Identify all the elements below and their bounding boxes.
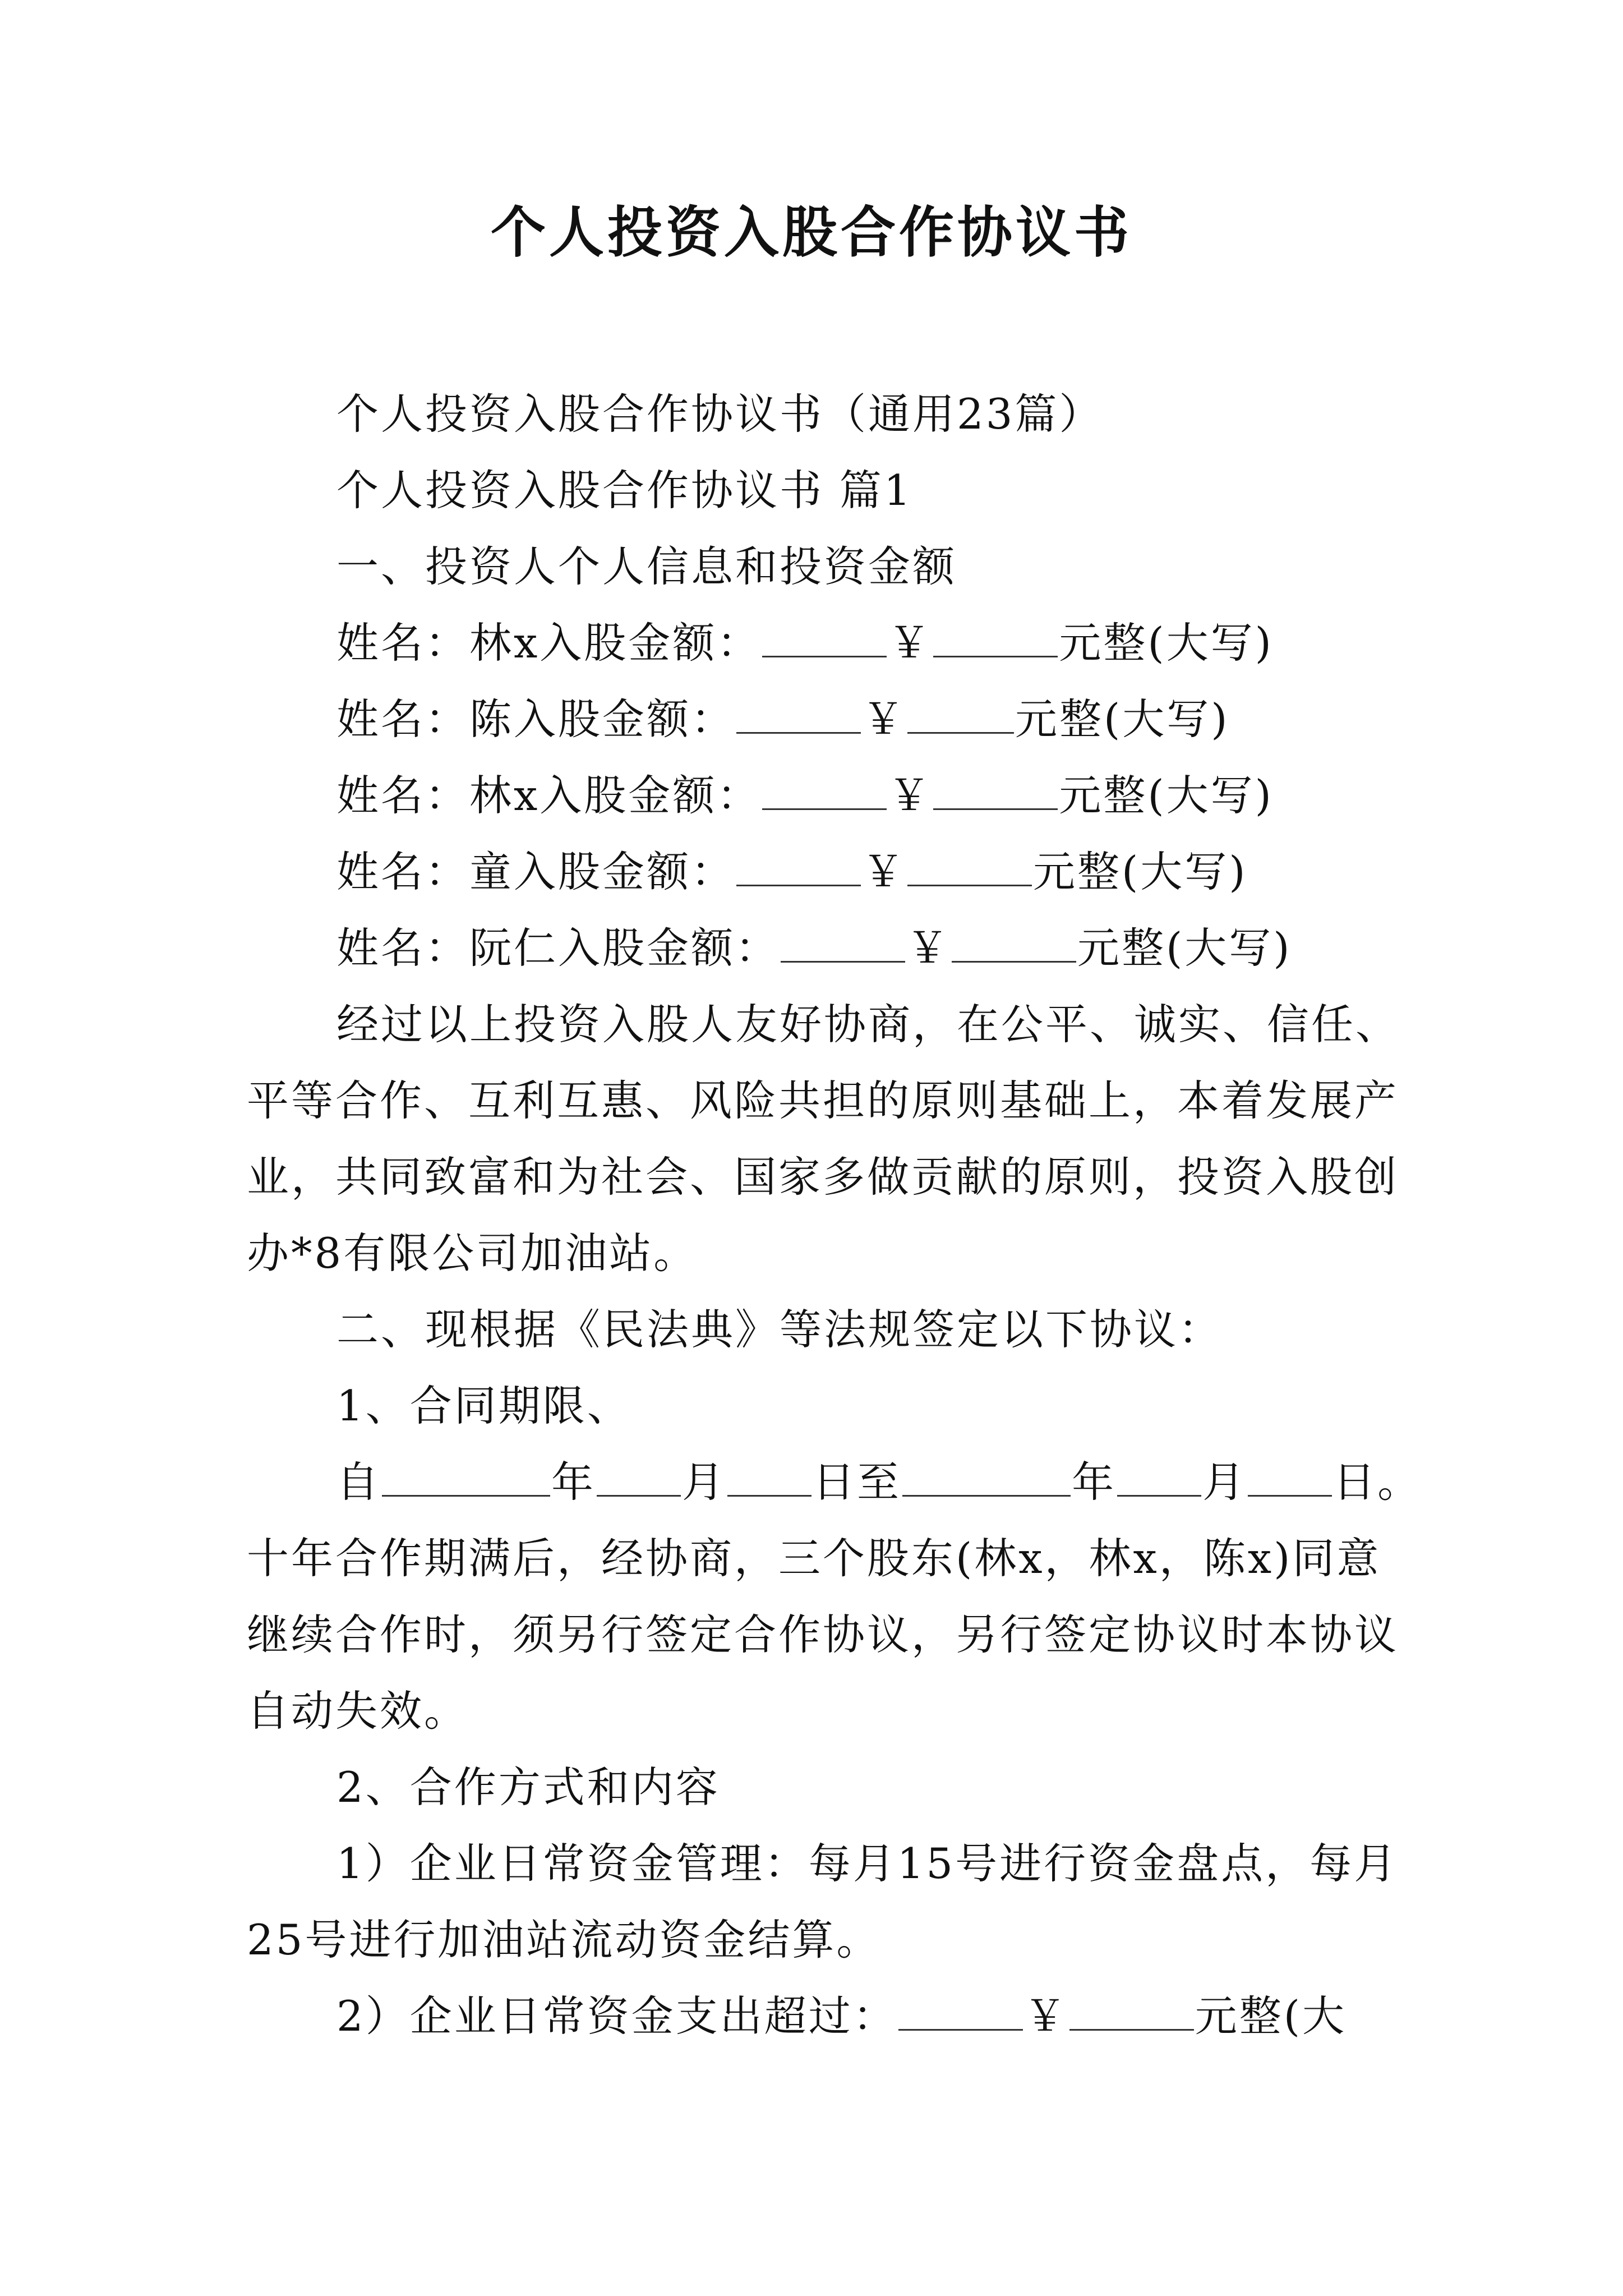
amount-blank (736, 695, 861, 734)
paragraph-line: 办*8有限公司加油站。 (247, 1228, 698, 1278)
day-to-label: 日至 (813, 1457, 902, 1507)
month-label: 月 (682, 1457, 727, 1507)
investor-line (336, 615, 1274, 671)
amount-unit-label: 元整(大 (1195, 1991, 1347, 2041)
month-blank (1117, 1458, 1201, 1497)
investor-line (336, 920, 1292, 976)
paragraph-line: 业，共同致富和为社会、国家多做贡献的原则，投资入股创 (247, 1152, 1399, 1202)
currency-symbol: ￥ (906, 923, 951, 973)
amount-blank (952, 924, 1076, 963)
investor-name-label: 姓名：陈入股金额： (336, 694, 736, 744)
amount-blank (907, 848, 1032, 886)
year-label: 年 (551, 1457, 596, 1507)
day-blank (1248, 1458, 1332, 1497)
investor-line (336, 844, 1248, 900)
expense-limit-label: 2）企业日常资金支出超过： (336, 1991, 897, 2041)
investor-name-label: 姓名：林x入股金额： (336, 618, 762, 668)
investor-name-label: 姓名：童入股金额： (336, 847, 736, 896)
amount-blank (1069, 1992, 1194, 2031)
contract-term-line (336, 1454, 1422, 1510)
paragraph-line: 25号进行加油站流动资金结算。 (247, 1915, 881, 1964)
piece-heading: 个人投资入股合作协议书 篇1 (336, 466, 913, 515)
year-label: 年 (1072, 1457, 1117, 1507)
month-blank (597, 1458, 681, 1497)
term-from-label: 自 (336, 1457, 381, 1507)
currency-symbol: ￥ (862, 694, 907, 744)
investor-name-label: 姓名：林x入股金额： (336, 771, 762, 820)
amount-unit-label: 元整(大写) (1059, 771, 1274, 820)
section-heading-2: 二、现根据《民法典》等法规签定以下协议： (336, 1305, 1223, 1354)
amount-blank (762, 771, 887, 810)
amount-unit-label: 元整(大写) (1033, 847, 1248, 896)
amount-unit-label: 元整(大写) (1059, 618, 1274, 668)
investor-line (336, 691, 1230, 747)
item-heading-1: 1、合同期限、 (336, 1381, 631, 1430)
paragraph-line: 经过以上投资入股人友好协商，在公平、诚实、信任、 (336, 1000, 1400, 1049)
year-blank (902, 1458, 1071, 1497)
currency-symbol: ￥ (888, 771, 933, 820)
document-subtitle: 个人投资入股合作协议书（通用23篇） (336, 389, 1104, 439)
amount-unit-label: 元整(大写) (1015, 694, 1230, 744)
document-title: 个人投资入股合作协议书 (490, 200, 1132, 265)
expense-limit-line (336, 1988, 1347, 2044)
amount-blank (933, 771, 1058, 810)
amount-blank (933, 619, 1058, 657)
amount-blank (907, 695, 1014, 734)
amount-blank (898, 1992, 1023, 2031)
paragraph-line: 继续合作时，须另行签定合作协议，另行签定协议时本协议 (247, 1610, 1399, 1659)
currency-symbol: ￥ (888, 618, 933, 668)
section-heading-1: 一、投资人个人信息和投资金额 (336, 542, 957, 591)
day-blank (727, 1458, 811, 1497)
day-end-label: 日。 (1333, 1457, 1422, 1507)
amount-blank (736, 848, 861, 886)
investor-line (336, 767, 1274, 823)
currency-symbol: ￥ (862, 847, 907, 896)
amount-blank (762, 619, 887, 657)
paragraph-line: 十年合作期满后，经协商，三个股东(林x，林x，陈x)同意 (247, 1534, 1381, 1583)
month-label: 月 (1202, 1457, 1247, 1507)
paragraph-line: 自动失效。 (247, 1686, 469, 1736)
amount-unit-label: 元整(大写) (1077, 923, 1292, 973)
paragraph-line: 1）企业日常资金管理：每月15号进行资金盘点，每月 (336, 1839, 1399, 1888)
amount-blank (781, 924, 905, 963)
investor-name-label: 姓名：阮仁入股金额： (336, 923, 780, 973)
item-heading-2: 2、合作方式和内容 (336, 1763, 720, 1812)
paragraph-line: 平等合作、互利互惠、风险共担的原则基础上，本着发展产 (247, 1076, 1399, 1125)
currency-symbol: ￥ (1023, 1991, 1068, 2041)
year-blank (382, 1458, 550, 1497)
